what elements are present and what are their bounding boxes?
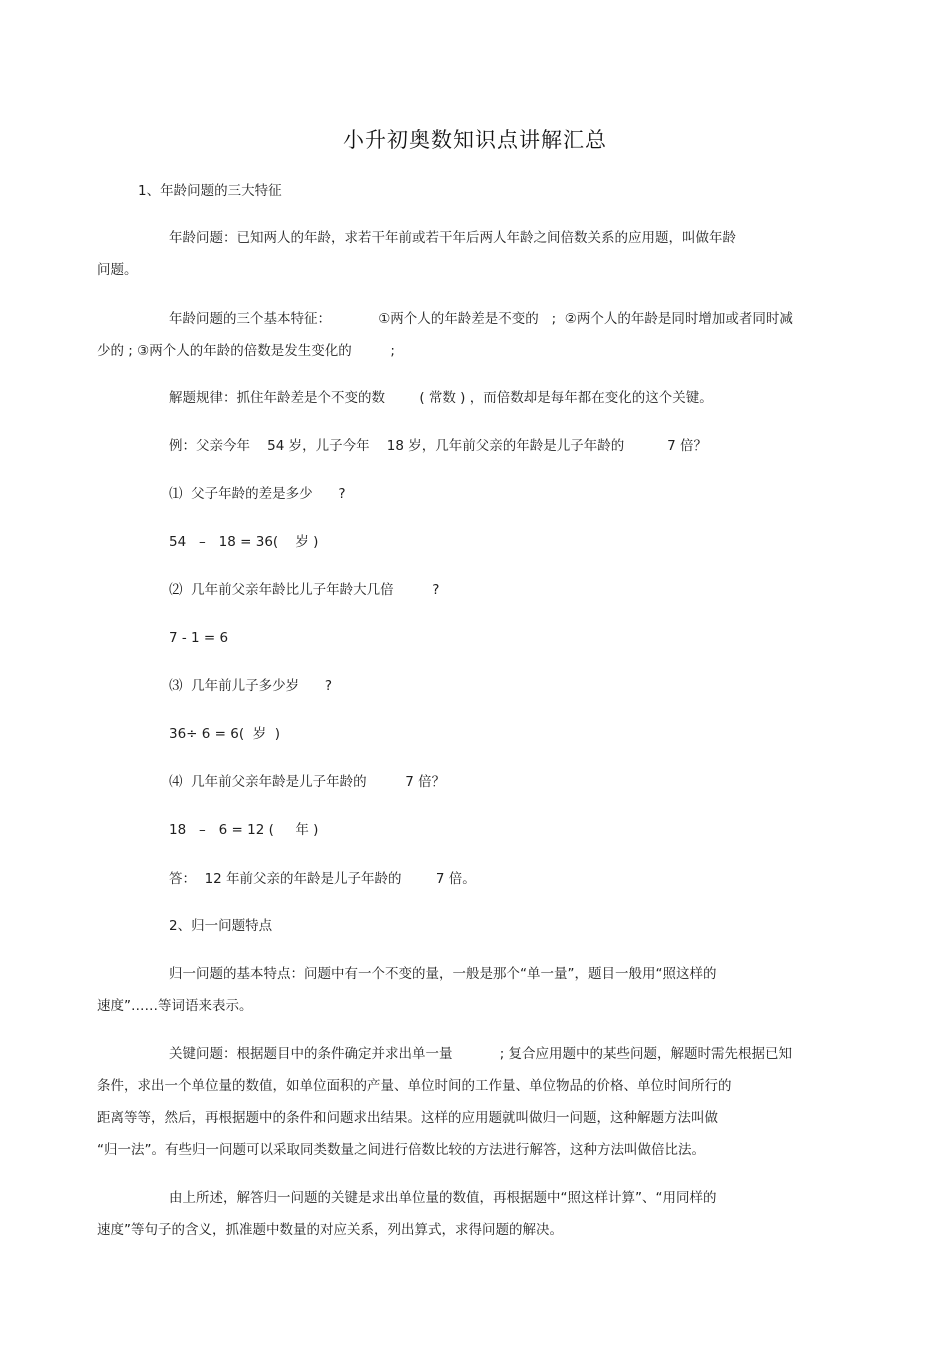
paragraph-age-definition-line-2: 问题。 [97, 262, 138, 278]
paragraph-key-question-line-4: “归一法”。有些归一问题可以采取同类数量之间进行倍数比较的方法进行解答，这种方法叫做倍比法。 [97, 1142, 705, 1158]
question-1: ⑴ 父子年龄的差是多少 ? [169, 486, 346, 502]
question-4: ⑷ 几年前父亲年龄是儿子年龄的 7 倍？ [169, 774, 446, 790]
paragraph-key-question-line-2: 条件，求出一个单位量的数值，如单位面积的产量、单位时间的工作量、单位物品的价格、单位时间所行的 [97, 1078, 732, 1094]
document-title: 小升初奥数知识点讲解汇总 [343, 128, 607, 152]
paragraph-unit-features-line-1: 归一问题的基本特点：问题中有一个不变的量，一般是那个“单一量”，题目一般用“照这样的 [169, 966, 717, 982]
final-answer: 答： 12 年前父亲的年龄是儿子年龄的 7 倍。 [169, 871, 476, 887]
section-1-heading: 1、年龄问题的三大特征 [138, 183, 282, 199]
question-2: ⑵ 几年前父亲年龄比儿子年龄大几倍 ? [169, 582, 440, 598]
example-problem: 例：父亲今年 54 岁，儿子今年 18 岁，几年前父亲的年龄是儿子年龄的 7 倍？ [169, 438, 708, 454]
answer-4: 18 – 6 = 12 ( 年 ) [169, 822, 319, 838]
paragraph-summary-line-2: 速度”等句子的含义，抓准题中数量的对应关系，列出算式，求得问题的解决。 [97, 1222, 563, 1238]
section-2-heading: 2、归一问题特点 [169, 918, 273, 934]
paragraph-summary-line-1: 由上所述，解答归一问题的关键是求出单位量的数值，再根据题中“照这样计算”、“用同样的 [169, 1190, 717, 1206]
answer-3: 36÷ 6 = 6( 岁 ) [169, 726, 281, 742]
paragraph-key-question-line-1: 关键问题：根据题目中的条件确定并求出单一量 ; 复合应用题中的某些问题，解题时需先根据已知 [169, 1046, 793, 1062]
paragraph-unit-features-line-2: 速度”……等词语来表示。 [97, 998, 253, 1014]
paragraph-age-features-line-2: 少的 ; ③两个人的年龄的倍数是发生变化的 ; [97, 343, 395, 359]
paragraph-age-features-line-1: 年龄问题的三个基本特征： ①两个人的年龄差是不变的 ; ②两个人的年龄是同时增加或者同时减 [169, 311, 793, 327]
answer-2: 7 - 1 = 6 [169, 630, 229, 646]
paragraph-solving-rule: 解题规律：抓住年龄差是个不变的数 ( 常数 ) ，而倍数却是每年都在变化的这个关键。 [169, 390, 713, 406]
answer-1: 54 – 18 = 36( 岁 ) [169, 534, 319, 550]
paragraph-age-definition-line-1: 年龄问题：已知两人的年龄，求若干年前或若干年后两人年龄之间倍数关系的应用题，叫做年龄 [169, 230, 736, 246]
question-3: ⑶ 几年前儿子多少岁 ? [169, 678, 332, 694]
paragraph-key-question-line-3: 距离等等，然后，再根据题中的条件和问题求出结果。这样的应用题就叫做归一问题，这种解题方法叫做 [97, 1110, 718, 1126]
